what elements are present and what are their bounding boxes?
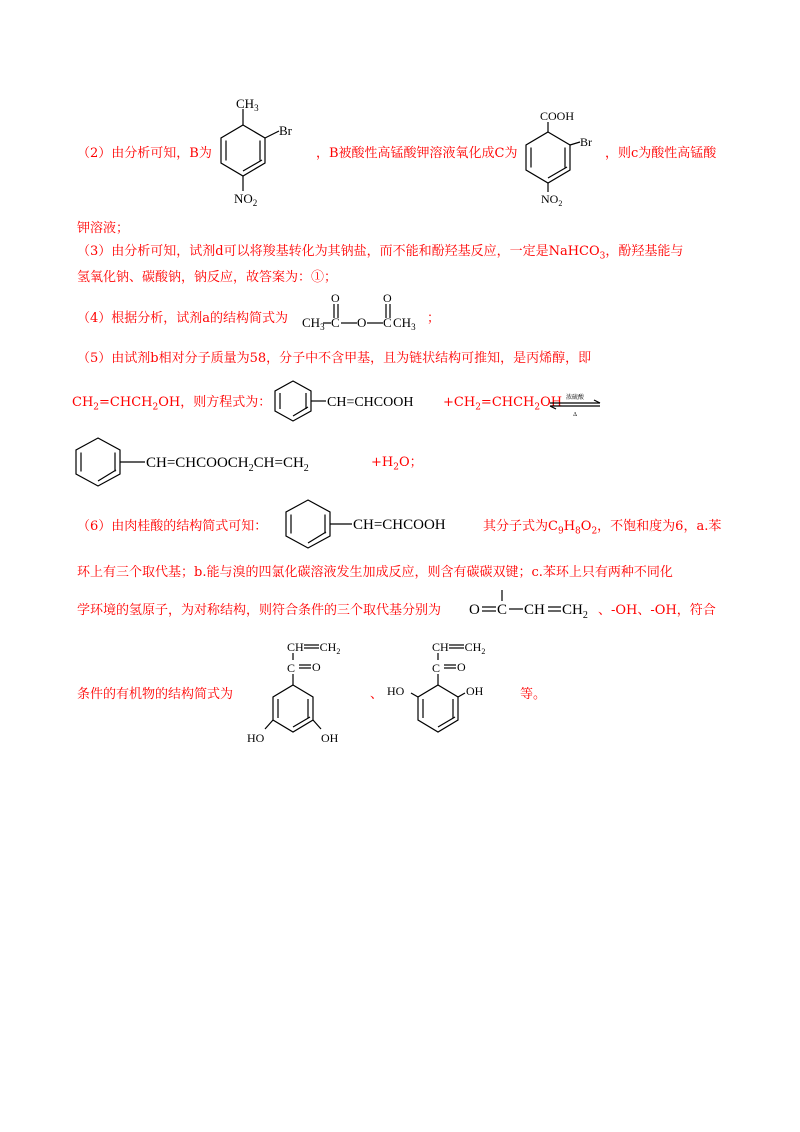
svg-text:CH=CHCOOH: CH=CHCOOH: [353, 517, 446, 533]
p6-line2: 环上有三个取代基；b.能与溴的四氯化碳溶液发生加成反应，则含有碳碳双键；c.苯环上只有两种不同化: [77, 565, 673, 580]
svg-text:OH: OH: [466, 684, 484, 698]
svg-text:Δ: Δ: [573, 412, 577, 418]
p2-line2: 钾溶液；: [77, 221, 130, 236]
p6-line4: 条件的有机物的结构简式为: [77, 687, 234, 702]
svg-text:C: C: [383, 315, 392, 330]
p6-text-a: （6）由肉桂酸的结构简式可知：: [77, 519, 268, 534]
p6-end: 等。: [520, 687, 547, 702]
svg-text:O: O: [312, 660, 321, 674]
svg-text:O: O: [469, 602, 480, 618]
b-methyl: CH: [236, 96, 255, 111]
svg-text:HO: HO: [387, 684, 405, 698]
p4-text: （4）根据分析，试剂a的结构简式为: [77, 311, 289, 326]
p3-line2: 氢氧化钠、碳酸钠，钠反应，故答案为：①；: [77, 270, 338, 285]
p2-mid: ，B被酸性高锰酸钾溶液氧化成C为: [316, 146, 518, 161]
svg-text:CH=CHCOOCH2CH=CH2: $CH=CHCOOCH_2CH=CH_2$: [146, 455, 309, 474]
svg-text:O: O: [457, 660, 466, 674]
c-bromo: Br: [580, 135, 592, 149]
reaction-arrow: [548, 392, 602, 422]
svg-text:C: C: [331, 315, 340, 330]
svg-text:NO2: $NO_2$: [234, 191, 258, 208]
isomer-structure-2: [385, 637, 515, 747]
p2-prefix: （2）由分析可知，B为: [77, 146, 212, 161]
svg-text:CH3: $CH_3$: [393, 315, 416, 332]
svg-text:CH: CH: [524, 602, 545, 618]
svg-text:HO: HO: [247, 731, 265, 745]
p2-suffix: ，则c为酸性高锰酸: [605, 146, 717, 161]
p5-plus-allyl: $+CH_2=CHCH_2OH$: [443, 395, 563, 413]
svg-text:CH3: $CH_3$: [302, 315, 325, 332]
p5-water: $+H_2O$；: [371, 455, 423, 473]
b-bromo: Br: [279, 123, 292, 138]
svg-text:C: C: [287, 661, 296, 675]
structure-b: [215, 95, 305, 215]
p6-formula: 其分子式为$C_9H_8O_2$，不饱和度为6，a.苯: [483, 519, 722, 537]
svg-text:O: O: [383, 291, 392, 305]
svg-text:浓硫酸: 浓硫酸: [565, 395, 585, 401]
svg-text:CHCH2: CH $CH_2$: [287, 640, 341, 656]
p5-line1: （5）由试剂b相对分子质量为58，分子中不含甲基，且为链状结构可推知，是丙烯醇，即: [77, 351, 592, 366]
cinnamic-acid-structure: [280, 498, 480, 550]
svg-text:OH: OH: [321, 731, 339, 745]
svg-text:CH3: $CH_3$: [236, 96, 259, 113]
svg-text:O: O: [331, 291, 340, 305]
svg-text:O: O: [357, 315, 367, 330]
acryloyl-group: [466, 586, 596, 622]
p3-line1: （3）由分析可知，试剂d可以将羧基转化为其钠盐，而不能和酚羟基反应，一定是NaHCO$_3$，酚羟基能与: [77, 244, 684, 262]
c-nitro: NO: [541, 192, 559, 206]
p4-suffix: ；: [427, 311, 441, 326]
b-nitro: NO: [234, 191, 253, 206]
p5-line2: $CH_2=CHCH_2OH$，则方程式为：: [72, 395, 272, 413]
c-carboxyl: COOH: [540, 109, 575, 123]
svg-text:NO2: $NO_2$: [541, 192, 563, 208]
structure-c: [520, 109, 610, 212]
svg-text:C: C: [432, 661, 441, 675]
svg-text:C: C: [497, 602, 508, 618]
structure-acetic-anhydride: [300, 290, 430, 335]
p6-separator: 、: [370, 687, 384, 702]
cinnamic-acid-reactant: [270, 378, 450, 422]
p6-line3-b: 、-OH、-OH，符合: [598, 603, 716, 618]
svg-text:CHCH2: CH $CH_2$: [432, 640, 486, 656]
svg-text:CH=CHCOOH: CH=CHCOOH: [327, 395, 414, 410]
allyl-cinnamate-product: [70, 434, 370, 486]
isomer-structure-1: [245, 637, 355, 747]
svg-text:CH2: $CH_2$: [562, 602, 588, 621]
p6-line3-a: 学环境的氢原子，为对称结构，则符合条件的三个取代基分别为: [77, 603, 442, 618]
